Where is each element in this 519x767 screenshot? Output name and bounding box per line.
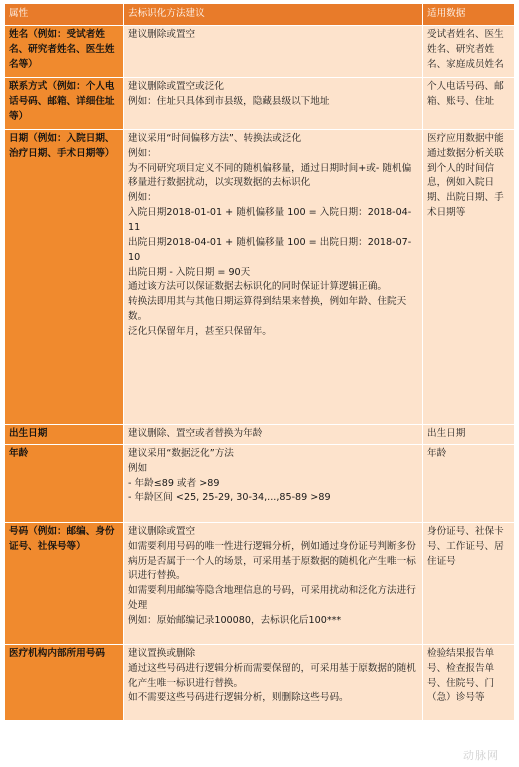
method-line: 为不同研究项目定义不同的随机偏移量，通过日期时间+或- 随机偏移量进行数据扰动，以实现数据的去标识化: [128, 162, 412, 189]
deidentification-table: [4, 3, 515, 721]
applicable-data-cell: 身份证号、社保卡号、工作证号、居住证号: [423, 522, 515, 644]
method-cell: [124, 129, 423, 424]
method-line: 通过这些号码进行逻辑分析而需要保留的，可采用基于原数据的随机化产生唯一标识进行替换。: [128, 662, 416, 689]
method-cell: [124, 522, 423, 644]
method-line: 例如: [128, 462, 148, 474]
method-line: 例如：: [128, 147, 157, 159]
attribute-cell: 联系方式（例如：个人电话号码、邮箱、详细住址等）: [5, 77, 124, 129]
method-cell: [124, 77, 423, 129]
method-line: 如需要利用邮编等隐含地理信息的号码，可采用扰动和泛化方法进行处理: [128, 585, 416, 612]
applicable-data-cell: 出生日期: [423, 424, 515, 444]
applicable-data-cell: 医疗应用数据中能通过数据分析关联到个人的时间信息，例如入院日期、出院日期、手术日期等: [423, 129, 515, 424]
attribute-cell: 日期（例如：入院日期、治疗日期、手术日期等）: [5, 129, 124, 424]
header-attribute: 属性: [5, 4, 124, 26]
attribute-cell: 出生日期: [5, 424, 124, 444]
applicable-data-cell: 检验结果报告单号、检查报告单号、住院号、门（急）诊号等: [423, 644, 515, 720]
method-line: 建议采用“数据泛化”方法: [128, 447, 234, 459]
method-line: 例如：住址只具体到市县级，隐藏县级以下地址: [128, 95, 330, 107]
attribute-cell: 医疗机构内部所用号码: [5, 644, 124, 720]
table-row: [5, 129, 515, 424]
method-line: 建议删除或置空: [128, 28, 196, 40]
applicable-data-cell: 年龄: [423, 444, 515, 522]
method-line: 转换法即用其与其他日期运算得到结果来替换，例如年龄、住院天数。: [128, 296, 407, 323]
method-line: 泛化只保留年月，甚至只保留年。: [128, 326, 272, 338]
method-line: - 年龄≤89 或者 >89: [128, 477, 220, 489]
table-row: [5, 444, 515, 522]
attribute-cell: 姓名（例如：受试者姓名、研究者姓名、医生姓名等）: [5, 25, 124, 77]
table-row: [5, 522, 515, 644]
table-row: [5, 424, 515, 444]
attribute-cell: 号码（例如：邮编、身份证号、社保号等）: [5, 522, 124, 644]
method-line: 建议置换或删除: [128, 647, 196, 659]
table-row: [5, 25, 515, 77]
method-line: 出院日期2018-04-01 + 随机偏移量 100 = 出院日期：2018-07-10: [128, 236, 412, 263]
method-line: 建议采用“时间偏移方法”、转换法或泛化: [128, 132, 302, 144]
method-line: 建议删除或置空或泛化: [128, 80, 224, 92]
header-applicable-data: 适用数据: [423, 4, 515, 26]
method-line: 出院日期 - 入院日期 = 90天: [128, 266, 251, 278]
method-cell: [124, 644, 423, 720]
method-cell: [124, 25, 423, 77]
applicable-data-cell: 受试者姓名、医生姓名、研究者姓名、家庭成员姓名: [423, 25, 515, 77]
applicable-data-cell: 个人电话号码、邮箱、账号、住址: [423, 77, 515, 129]
table-row: [5, 77, 515, 129]
header-row: [5, 4, 515, 26]
method-line: 入院日期2018-01-01 + 随机偏移量 100 = 入院日期：2018-04-11: [128, 207, 412, 234]
method-line: 例如：: [128, 192, 157, 204]
watermark: 动脉网: [463, 749, 499, 762]
method-line: 例如：原始邮编记录100080，去标识化后100***: [128, 615, 342, 627]
method-line: - 年龄区间 <25, 25-29, 30-34,...,85-89 >89: [128, 492, 331, 504]
method-cell: [124, 424, 423, 444]
method-line: 如不需要这些号码进行逻辑分析，则删除这些号码。: [128, 692, 349, 704]
method-line: 如需要利用号码的唯一性进行逻辑分析，例如通过身份证号判断多份病历是否属于一个人的场景，可采用基于原数据的随机化产生唯一标识进行替换。: [128, 540, 416, 582]
attribute-cell: 年龄: [5, 444, 124, 522]
method-line: 通过该方法可以保证数据去标识化的同时保证计算逻辑正确。: [128, 281, 388, 293]
table-row: [5, 644, 515, 720]
header-method: 去标识化方法建议: [124, 4, 423, 26]
method-line: 建议删除或置空: [128, 525, 196, 537]
method-cell: [124, 444, 423, 522]
method-line: 建议删除、置空或者替换为年龄: [128, 427, 263, 439]
